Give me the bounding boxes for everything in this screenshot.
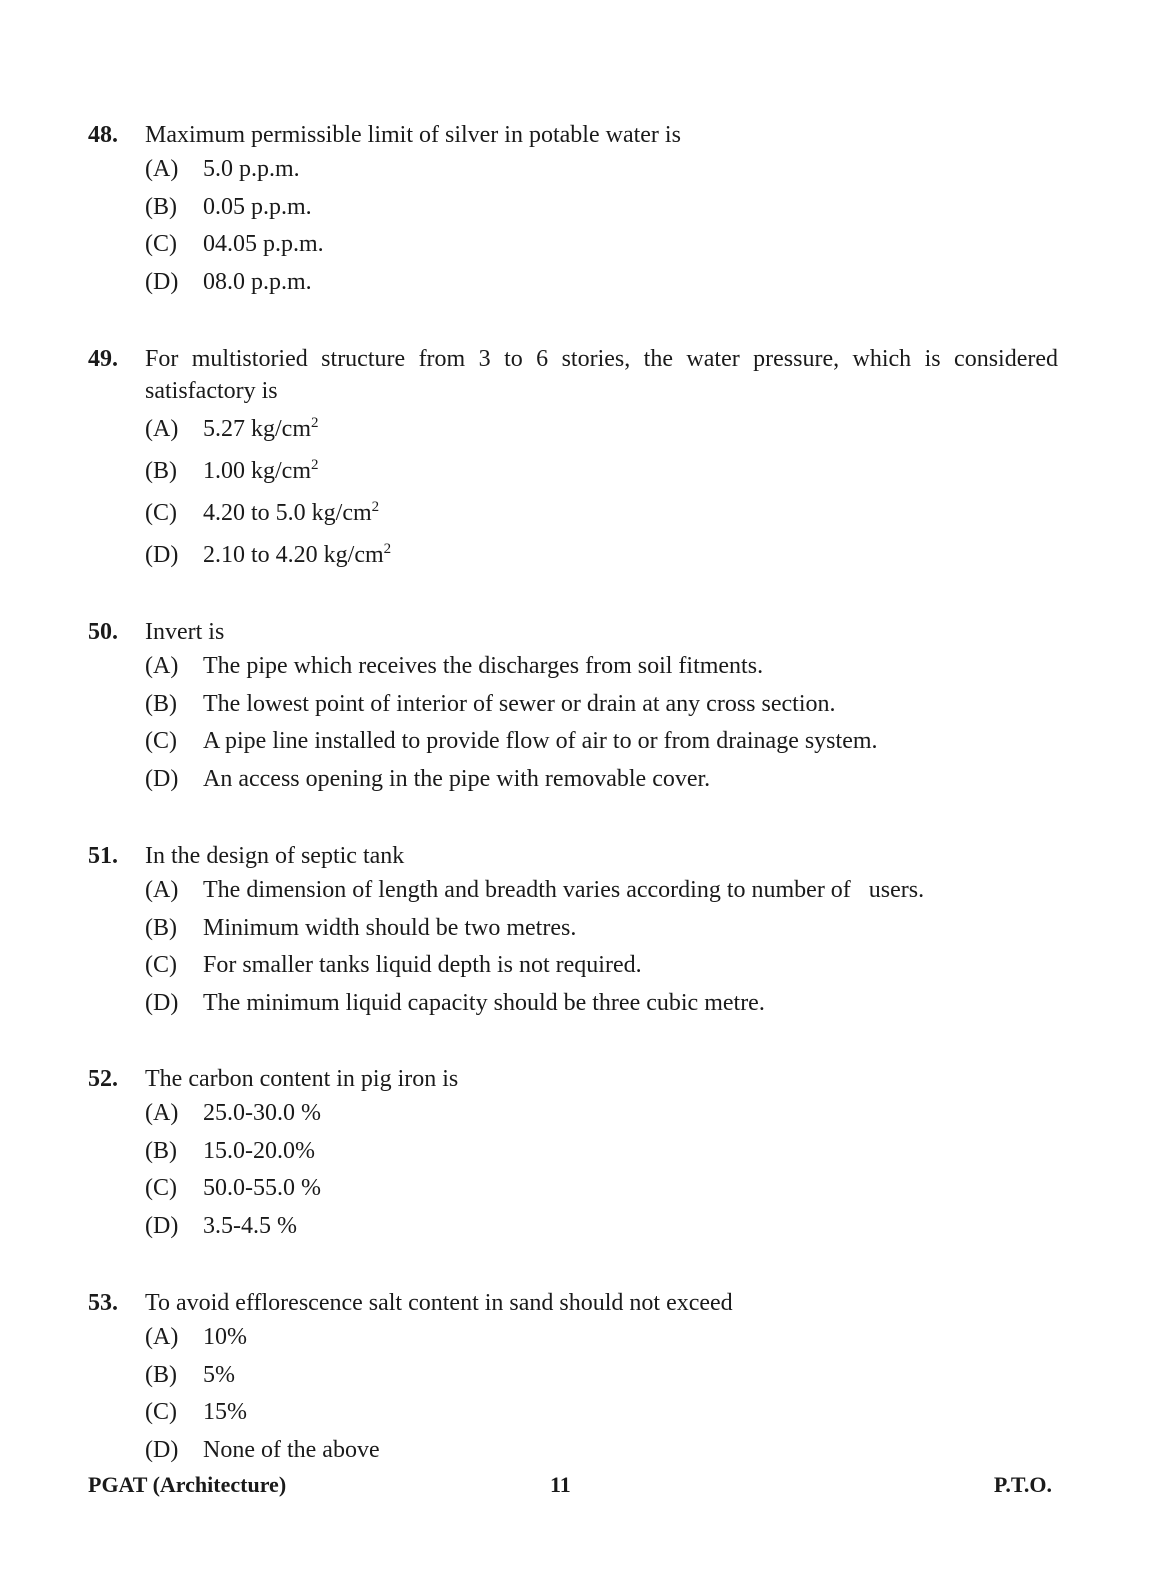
option-label: (B) [145, 914, 177, 941]
option-text: The dimension of length and breadth varies according to number of users. [203, 877, 925, 903]
superscript: 2 [371, 499, 380, 515]
page-number: 11 [550, 1472, 571, 1497]
option-value: 1.00 kg/cm [203, 458, 311, 484]
option-c [145, 492, 1058, 534]
question-number: 48. [88, 122, 118, 148]
question-text: In the design of septic tank [145, 843, 405, 869]
option-c [145, 723, 1058, 761]
option-a [145, 408, 1058, 450]
option-label: (D) [145, 1436, 179, 1463]
option-label: (B) [145, 458, 177, 484]
option-c [145, 947, 1058, 985]
option-label: (B) [145, 690, 177, 717]
question-number: 50. [88, 619, 118, 645]
option-label: (A) [145, 1324, 179, 1350]
option-a [145, 151, 1058, 189]
question-header [88, 1287, 1058, 1319]
option-text: 08.0 p.p.m. [203, 268, 312, 295]
option-text: 04.05 p.p.m. [203, 231, 324, 257]
question-text: The carbon content in pig iron is [145, 1066, 459, 1092]
question-number: 52. [88, 1066, 118, 1092]
option-label: (B) [145, 193, 177, 220]
option-list [145, 1319, 1058, 1469]
option-text [203, 450, 319, 492]
option-a [145, 1095, 1058, 1133]
option-label: (B) [145, 1137, 177, 1164]
superscript: 2 [311, 457, 319, 473]
option-text: 15.0-20.0% [203, 1137, 315, 1164]
option-list [145, 151, 1058, 301]
option-label: (A) [145, 653, 179, 679]
option-label: (B) [145, 1361, 177, 1388]
option-b [145, 910, 1058, 948]
option-d [145, 264, 1058, 302]
option-d [145, 534, 1058, 576]
option-label: (C) [145, 728, 177, 754]
option-text: 50.0-55.0 % [203, 1175, 321, 1201]
question-header [88, 840, 1058, 872]
option-text: 0.05 p.p.m. [203, 193, 312, 220]
option-text: An access opening in the pipe with removable cover. [203, 765, 711, 792]
option-label: (D) [145, 765, 179, 792]
option-label: (A) [145, 1100, 179, 1126]
option-value: 4.20 to 5.0 kg/cm [203, 500, 372, 526]
option-b [145, 450, 1058, 492]
option-text: 5.0 p.p.m. [203, 156, 300, 182]
option-text: 25.0-30.0 % [203, 1100, 321, 1126]
option-text: Minimum width should be two metres. [203, 914, 577, 941]
option-text: 5% [203, 1361, 235, 1388]
option-c [145, 226, 1058, 264]
superscript: 2 [383, 541, 392, 557]
question-52 [88, 1063, 1058, 1245]
option-c [145, 1170, 1058, 1208]
question-text: Maximum permissible limit of silver in potable water is [145, 122, 681, 148]
option-a [145, 648, 1058, 686]
question-53 [88, 1287, 1058, 1469]
option-b [145, 1133, 1058, 1171]
option-label: (C) [145, 231, 177, 257]
question-text: To avoid efflorescence salt content in sand should not exceed [145, 1290, 733, 1316]
option-label: (A) [145, 416, 179, 442]
option-list [145, 1095, 1058, 1245]
option-b [145, 1357, 1058, 1395]
question-header [88, 119, 1058, 151]
option-d [145, 1208, 1058, 1246]
question-50 [88, 616, 1058, 798]
option-label: (D) [145, 1212, 179, 1239]
option-label: (A) [145, 877, 179, 903]
question-header [88, 1063, 1058, 1095]
option-label: (A) [145, 156, 179, 182]
question-48 [88, 119, 1058, 301]
option-text [203, 534, 391, 576]
option-label: (C) [145, 952, 177, 978]
option-a [145, 872, 1058, 910]
option-text: 15% [203, 1399, 247, 1425]
option-list [145, 872, 1058, 1022]
option-c [145, 1394, 1058, 1432]
option-label: (C) [145, 1399, 177, 1425]
option-text: The minimum liquid capacity should be three cubic metre. [203, 989, 765, 1016]
option-d [145, 761, 1058, 799]
footer-pto: P.T.O. [993, 1472, 1052, 1497]
option-text [203, 408, 319, 450]
option-label: (C) [145, 1175, 177, 1201]
option-text: None of the above [203, 1436, 380, 1463]
question-49 [88, 343, 1058, 576]
question-text: For multistoried structure from 3 to 6 stories, the water pressure, which is considered satisfactory is [145, 346, 1058, 404]
superscript: 2 [311, 415, 319, 431]
option-d [145, 1432, 1058, 1470]
option-list [145, 408, 1058, 576]
option-text: A pipe line installed to provide flow of air to or from drainage system. [203, 728, 878, 754]
question-header [88, 343, 1058, 407]
option-text: For smaller tanks liquid depth is not required. [203, 952, 642, 978]
option-b [145, 686, 1058, 724]
option-text: 10% [203, 1324, 247, 1350]
question-number: 51. [88, 843, 118, 869]
option-text: The lowest point of interior of sewer or drain at any cross section. [203, 690, 836, 717]
question-51 [88, 840, 1058, 1022]
option-label: (D) [145, 268, 179, 295]
option-label: (C) [145, 500, 177, 526]
question-number: 53. [88, 1290, 118, 1316]
option-b [145, 189, 1058, 227]
option-a [145, 1319, 1058, 1357]
option-list [145, 648, 1058, 798]
question-header [88, 616, 1058, 648]
option-label: (D) [145, 989, 179, 1016]
question-text: Invert is [145, 619, 225, 645]
option-d [145, 985, 1058, 1023]
option-value: 2.10 to 4.20 kg/cm [203, 542, 384, 568]
option-text: 3.5-4.5 % [203, 1212, 297, 1239]
footer-exam-title: PGAT (Architecture) [88, 1472, 287, 1497]
option-text [203, 492, 379, 534]
question-number: 49. [88, 346, 118, 372]
option-value: 5.27 kg/cm [203, 416, 311, 442]
option-label: (D) [145, 542, 179, 568]
option-text: The pipe which receives the discharges from soil fitments. [203, 653, 764, 679]
